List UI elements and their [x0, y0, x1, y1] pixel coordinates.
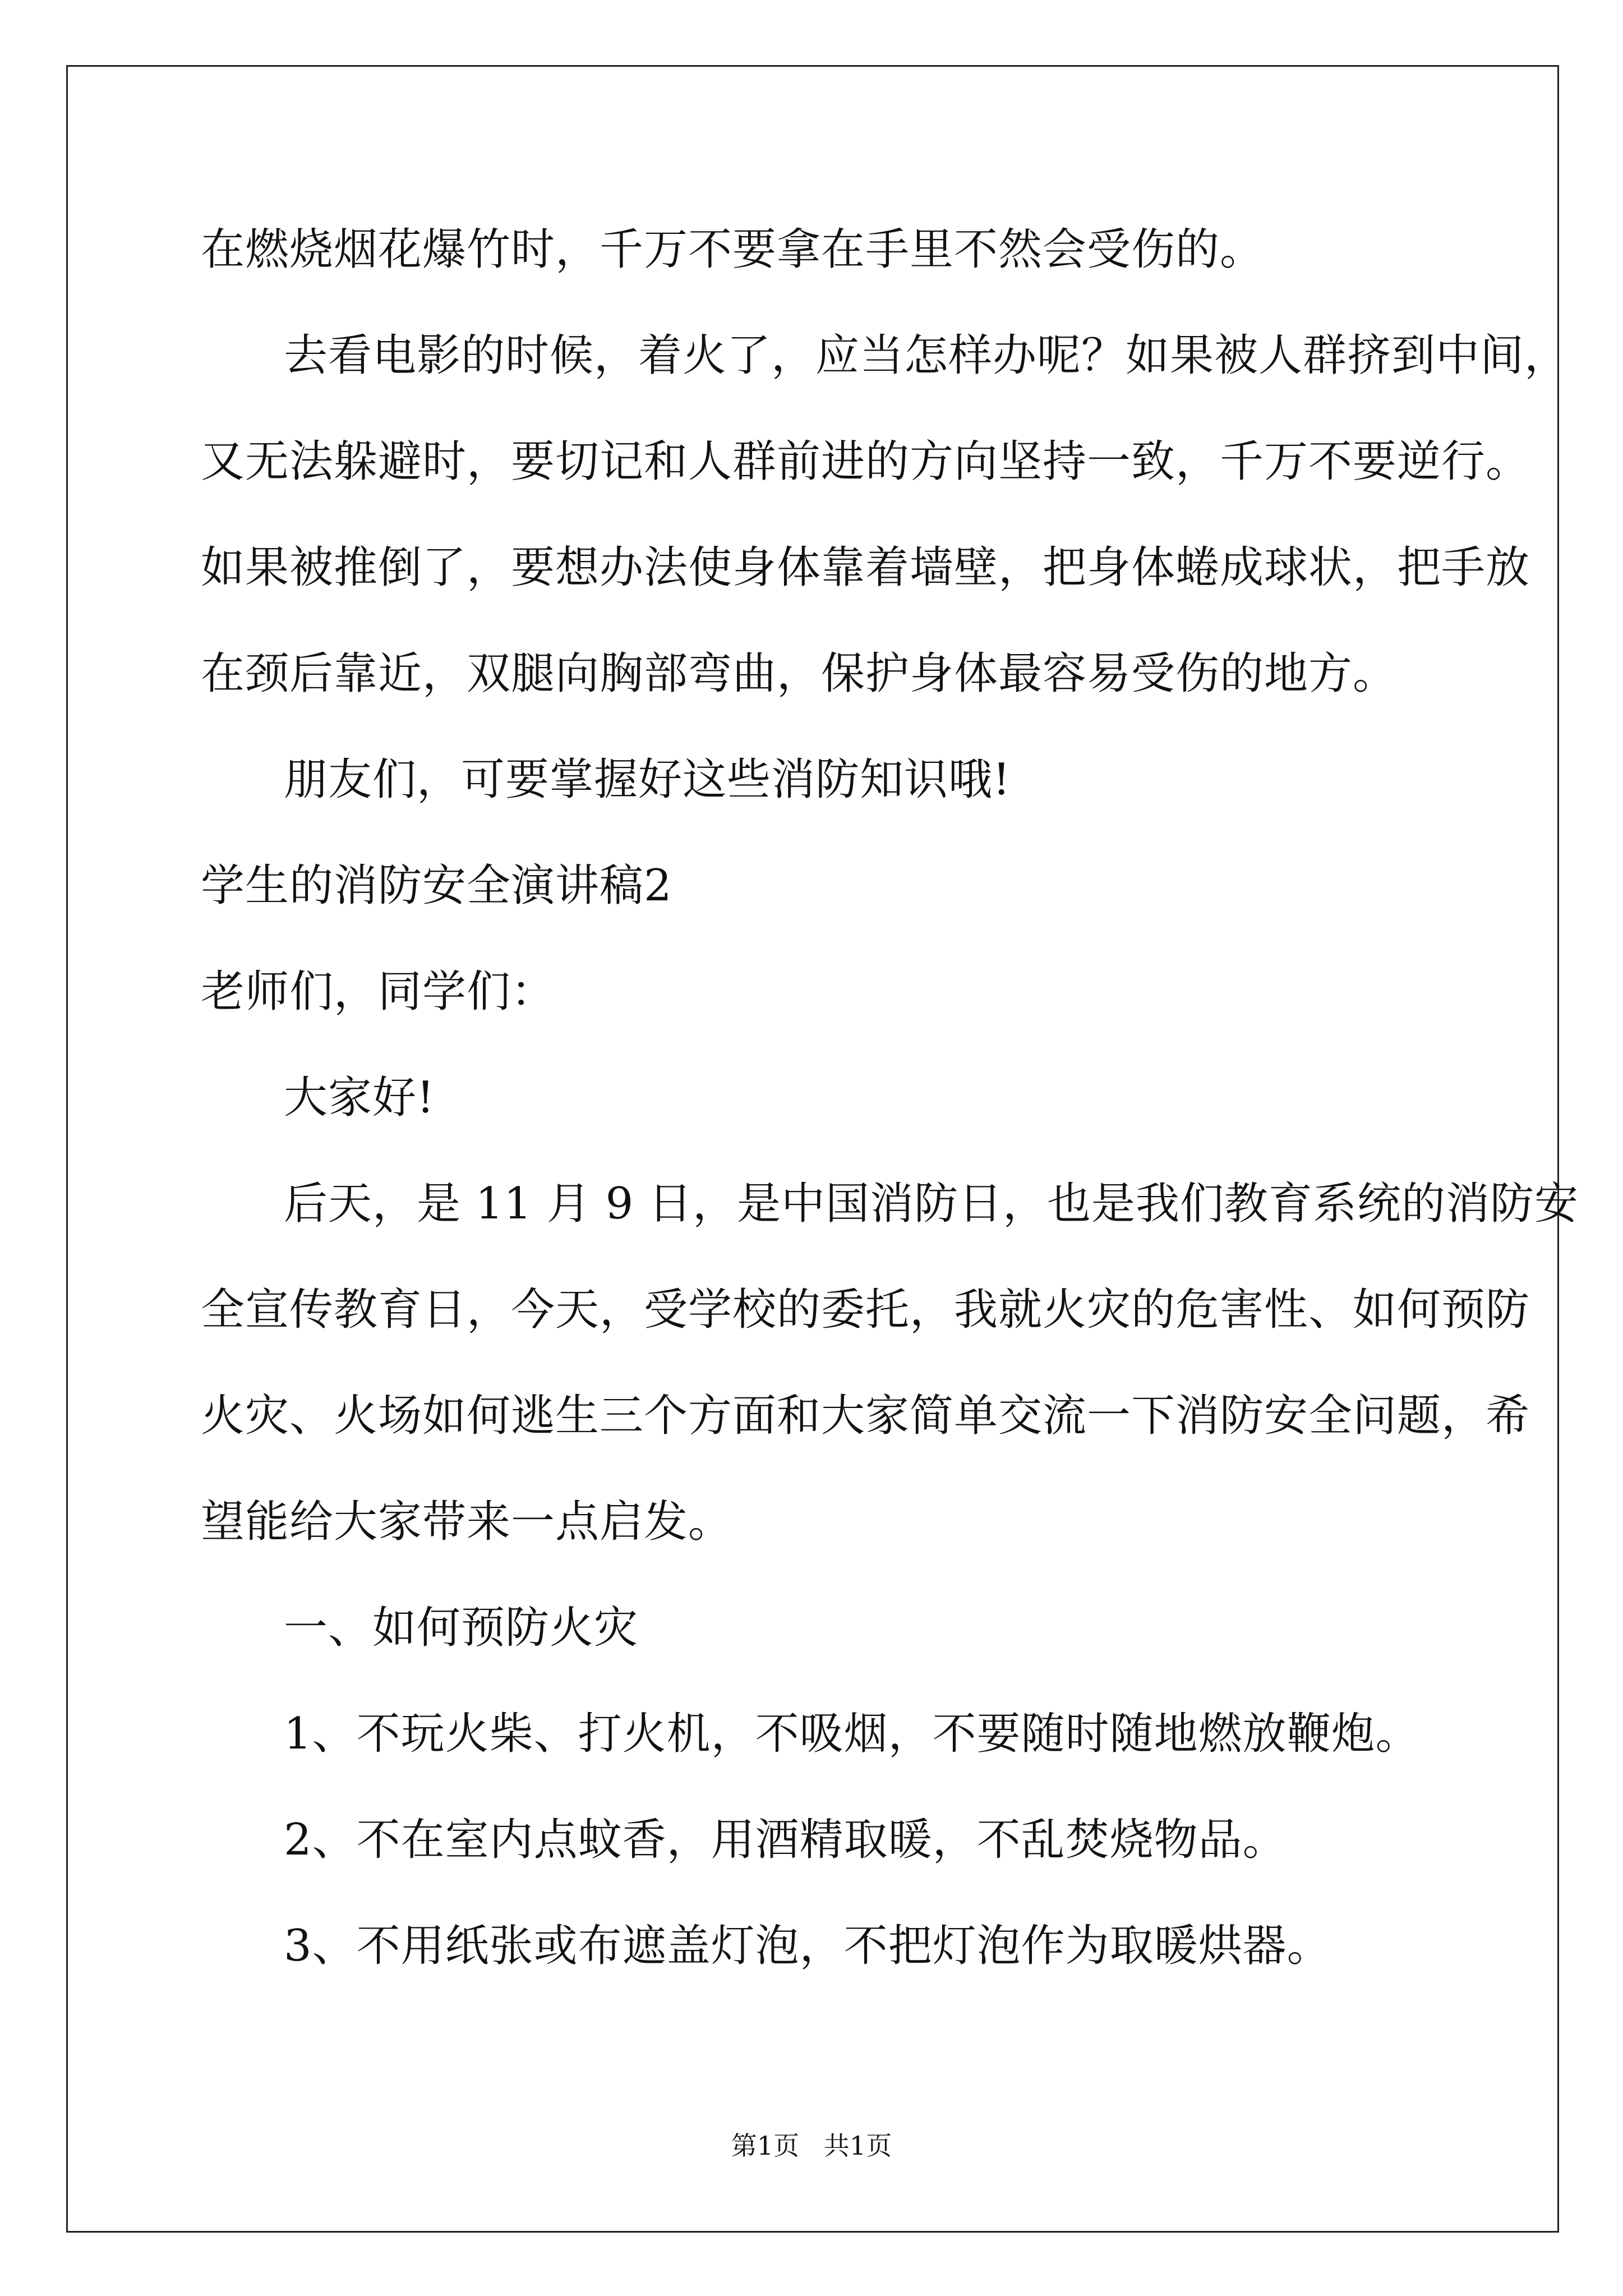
- list-item: 3、不用纸张或布遮盖灯泡，不把灯泡作为取暖烘器。: [284, 1921, 1331, 1971]
- text-line: 后天，是 11 月 9 日，是中国消防日，也是我们教育系统的消防安: [284, 1179, 1579, 1229]
- text-line: 去看电影的时候，着火了，应当怎样办呢？如果被人群挤到中间，: [284, 330, 1569, 381]
- page-number-footer: 第1页 共1页: [731, 2131, 892, 2161]
- list-item: 2、不在室内点蚊香，用酒精取暖，不乱焚烧物品。: [284, 1815, 1287, 1865]
- section-heading: 学生的消防安全演讲稿2: [201, 861, 672, 911]
- list-item: 1、不玩火柴、打火机，不吸烟，不要随时随地燃放鞭炮。: [284, 1709, 1420, 1759]
- text-line: 在燃烧烟花爆竹时，千万不要拿在手里不然会受伤的。: [201, 224, 1265, 275]
- text-line: 在颈后靠近，双腿向胸部弯曲，保护身体最容易受伤的地方。: [201, 648, 1398, 699]
- text-line: 望能给大家带来一点启发。: [201, 1497, 733, 1547]
- text-line: 全宣传教育日，今天，受学校的委托，我就火灾的危害性、如何预防: [201, 1285, 1530, 1335]
- greeting: 大家好!: [284, 1073, 435, 1123]
- text-line: 如果被推倒了，要想办法使身体靠着墙壁，把身体蜷成球状，把手放: [201, 542, 1530, 593]
- text-line: 又无法躲避时，要切记和人群前进的方向坚持一致，千万不要逆行。: [201, 436, 1530, 487]
- text-line: 火灾、火场如何逃生三个方面和大家简单交流一下消防安全问题，希: [201, 1391, 1530, 1441]
- subsection-heading: 一、如何预防火灾: [284, 1603, 639, 1653]
- text-line: 朋友们，可要掌握好这些消防知识哦!: [284, 754, 1011, 805]
- document-body: [201, 208, 1579, 2010]
- salutation: 老师们，同学们：: [201, 967, 556, 1017]
